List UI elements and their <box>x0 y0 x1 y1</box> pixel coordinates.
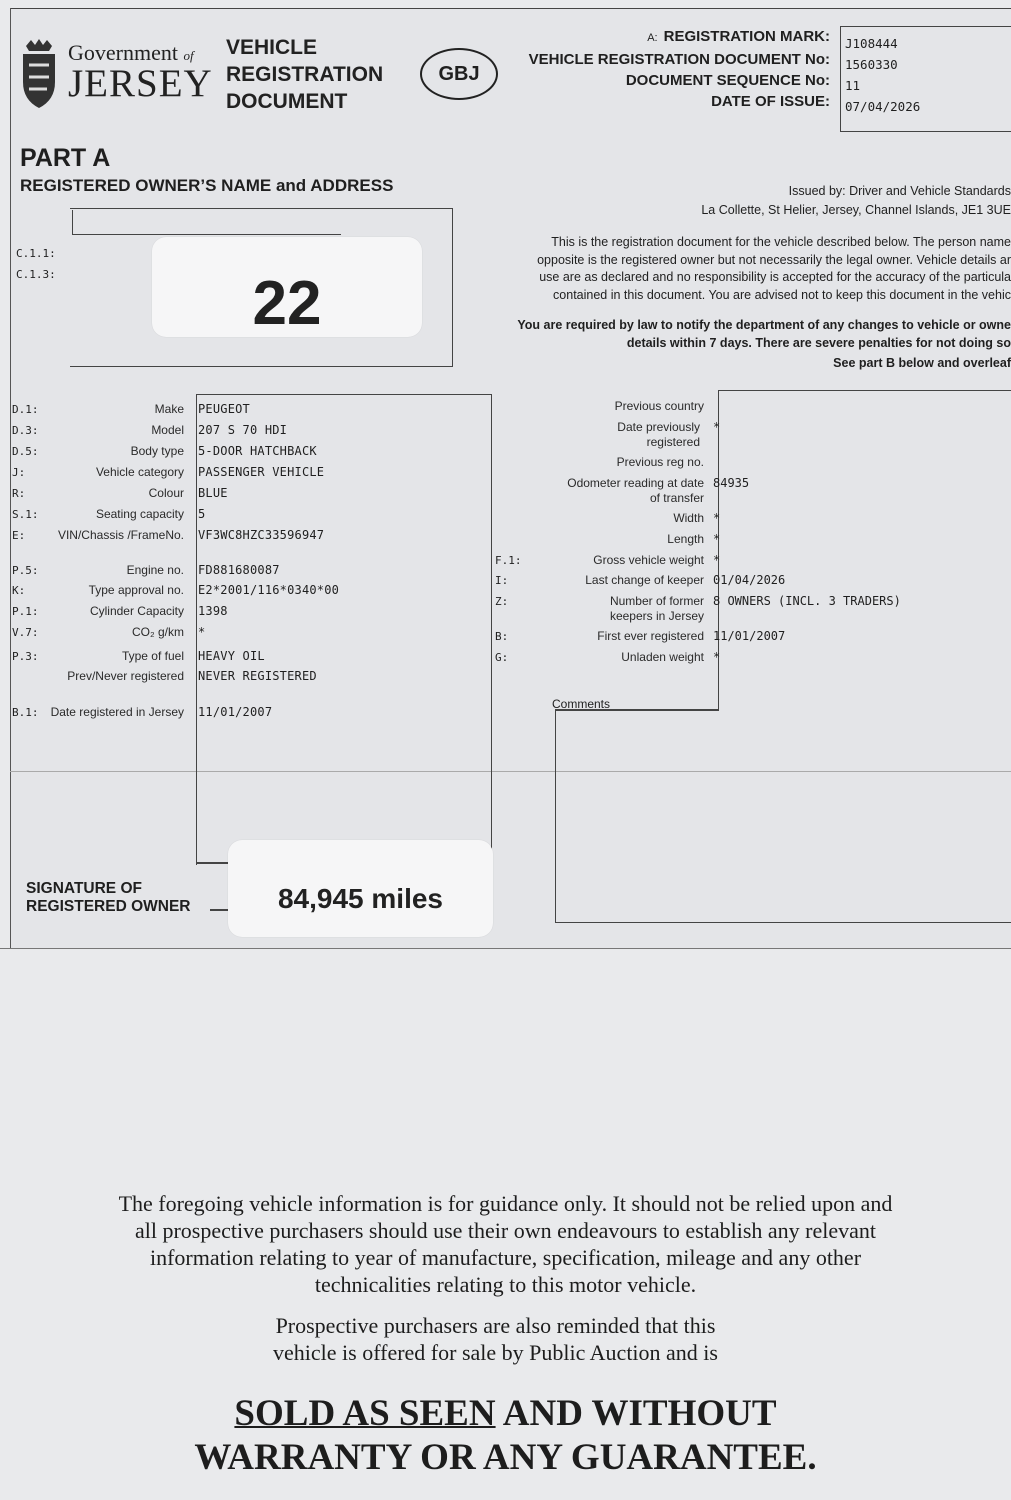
registration-values <box>845 33 920 117</box>
lot-number-sticker: 22 <box>152 237 422 337</box>
vehicle-label: Colour <box>148 486 184 500</box>
history-label: Unladen weight <box>621 650 704 664</box>
issued-by: Issued by: Driver and Vehicle Standards La Collette, St Helier, Jersey, Channel Islands, JE1 3UE <box>701 184 1011 217</box>
owner-name-line <box>72 210 341 235</box>
registration-labels: A: REGISTRATION MARK: VEHICLE REGISTRATION DOCUMENT No: DOCUMENT SEQUENCE No: DATE OF ISSUE: <box>528 28 830 110</box>
vehicle-value: FD881680087 <box>198 563 280 577</box>
document-sequence: 11 <box>845 78 861 93</box>
vehicle-label: Date registered in Jersey <box>50 705 184 719</box>
country-code-oval: GBJ <box>420 48 498 100</box>
signature-line <box>210 909 230 911</box>
box-base-line <box>196 862 228 864</box>
document-number: 1560330 <box>845 57 898 72</box>
vehicle-value: * <box>198 625 206 639</box>
history-label: Date previously registered <box>617 420 700 449</box>
vehicle-code: K: <box>12 584 26 597</box>
comments-label: Comments <box>552 697 611 711</box>
history-label: First ever registered <box>597 629 704 643</box>
vehicle-code: P.1: <box>12 605 39 618</box>
vehicle-value: 11/01/2007 <box>198 705 273 719</box>
vehicle-code: B.1: <box>12 706 39 719</box>
vehicle-code: D.3: <box>12 424 39 437</box>
government-wordmark: Government of <box>68 40 194 65</box>
vehicle-value: VF3WC8HZC33596947 <box>198 528 325 542</box>
vehicle-value: NEVER REGISTERED <box>198 669 317 683</box>
history-value: 11/01/2007 <box>713 629 786 643</box>
history-code: F.1: <box>495 554 522 567</box>
legal-notice: You are required by law to notify the department of any changes to vehicle or owne details within 7 days. There are severe penalties for not doing so <box>517 318 1011 350</box>
vehicle-value: 1398 <box>198 604 228 618</box>
vehicle-label: Model <box>151 423 184 437</box>
vehicle-label: Vehicle category <box>95 465 184 479</box>
vehicle-value: HEAVY OIL <box>198 649 265 663</box>
auction-reminder: Prospective purchasers are also reminded that this vehicle is offered for sale by Public Auction and is <box>273 1313 718 1365</box>
history-value: * <box>713 532 721 546</box>
history-value: * <box>713 511 721 525</box>
jersey-crest-icon <box>18 38 60 110</box>
history-code: I: <box>495 574 509 587</box>
part-a-heading: PART A <box>20 144 111 172</box>
registration-mark: J108444 <box>845 36 898 51</box>
history-label: Length <box>667 532 704 546</box>
vehicle-label: Type approval no. <box>88 583 184 597</box>
mileage-sticker: 84,945 miles <box>228 840 493 937</box>
history-label: Width <box>673 511 704 525</box>
history-code: G: <box>495 651 509 664</box>
history-label: Previous reg no. <box>616 455 704 469</box>
document-border <box>10 8 11 948</box>
notice-text: This is the registration document for the vehicle described below. The person name opposite is the registered owner but not necessarily the legal owner. Vehicle details ar use are as declared and no responsibility is accepted for the accuracy of the particula contained in this document. You are advised not to keep this document in the vehic <box>537 235 1011 302</box>
vehicle-label: Seating capacity <box>95 507 184 521</box>
vehicle-label: CO₂ g/km <box>132 625 184 639</box>
vehicle-code: J: <box>12 466 26 479</box>
see-part-b: See part B below and overleaf <box>833 356 1011 370</box>
history-value: 01/04/2026 <box>713 573 786 587</box>
vehicle-value: PASSENGER VEHICLE <box>198 465 325 479</box>
history-label: Odometer reading at date of transfer <box>567 476 704 505</box>
vehicle-code: D.1: <box>12 403 39 416</box>
history-box <box>718 390 1011 711</box>
vehicle-value: 207 S 70 HDI <box>198 423 288 437</box>
date-of-issue: 07/04/2026 <box>845 99 921 114</box>
history-value: * <box>713 420 721 434</box>
vehicle-label: Make <box>154 402 184 416</box>
vehicle-code: D.5: <box>12 445 39 458</box>
vehicle-code: E: <box>12 529 26 542</box>
signature-label: SIGNATURE OF REGISTERED OWNER <box>26 880 191 915</box>
vehicle-code: S.1: <box>12 508 39 521</box>
sold-as-seen-notice: SOLD AS SEEN AND WITHOUT WARRANTY OR ANY GUARANTEE. <box>194 1393 817 1478</box>
vehicle-value: 5-DOOR HATCHBACK <box>198 444 317 458</box>
vehicle-value: 5 <box>198 507 206 521</box>
history-code: Z: <box>495 595 509 608</box>
history-label: Last change of keeper <box>585 573 704 587</box>
history-label: Previous country <box>614 399 704 413</box>
vehicle-code: P.3: <box>12 650 39 663</box>
history-label: Gross vehicle weight <box>593 553 704 567</box>
vehicle-label: Type of fuel <box>121 649 184 663</box>
owner-heading: REGISTERED OWNER’S NAME and ADDRESS <box>20 176 394 195</box>
document-title: VEHICLE REGISTRATION DOCUMENT <box>226 36 384 113</box>
code-c11: C.1.1: <box>16 247 56 260</box>
vehicle-label: Body type <box>130 444 184 458</box>
vehicle-value: E2*2001/116*0340*00 <box>198 583 340 597</box>
document-edge <box>0 948 1011 949</box>
vehicle-value: BLUE <box>198 486 228 500</box>
history-label: Number of former keepers in Jersey <box>609 594 704 623</box>
guidance-disclaimer: The foregoing vehicle information is for guidance only. It should not be relied upon and all prospective purchasers should use their own endeavours to establish any relevant information relating to year of manufacture, specification, mileage and any other technicalities relating to this motor vehicle. <box>118 1191 893 1297</box>
history-code: B: <box>495 630 509 643</box>
comments-box <box>555 709 1011 923</box>
code-c13: C.1.3: <box>16 268 56 281</box>
history-value: * <box>713 650 721 664</box>
vehicle-label: VIN/Chassis /FrameNo. <box>57 528 184 542</box>
jersey-wordmark: JERSEY <box>68 62 213 105</box>
vehicle-label: Prev/Never registered <box>67 669 184 683</box>
vehicle-code: P.5: <box>12 564 39 577</box>
vehicle-label: Engine no. <box>126 563 184 577</box>
history-value: 8 OWNERS (INCL. 3 TRADERS) <box>713 594 901 608</box>
vehicle-value: PEUGEOT <box>198 402 250 416</box>
vehicle-label: Cylinder Capacity <box>89 604 184 618</box>
vehicle-code: R: <box>12 487 26 500</box>
history-value: 84935 <box>713 476 750 490</box>
history-value: * <box>713 553 721 567</box>
vehicle-code: V.7: <box>12 626 39 639</box>
